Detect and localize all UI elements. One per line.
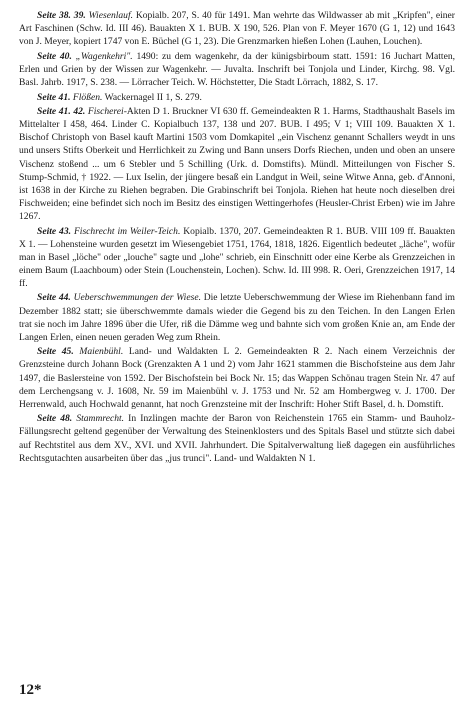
page-number: 12* [19, 682, 42, 698]
note-entry [19, 91, 455, 104]
page-reference: Seite 40. [37, 50, 72, 62]
note-entry [19, 9, 455, 48]
entry-heading: Wiesenlauf. [88, 10, 134, 21]
note-entry [19, 105, 455, 223]
page-reference: Seite 38. 39. [37, 10, 86, 21]
entry-text: Land- und Waldakten L 2. Gemeindeakten R 2. Nach einem Verzeichnis der Grenzsteine durch Johann Bock (Grenzakten A 1 und 2) vom Jahr 1621 stammen die Bischofsteine aus dem Jahr 1497, die Baslersteine von 1592. Der Bischofstein bei Bock Nr. 15; das Wappen Schönau tragen Stein Nr. 47 auf dem Lerchengsang v. J. 1608, Nr. 59 im Maienbühl v. J. 1753 und Nr. 52 am Hombergweg v. J. 1700. Der Herrenwald, auch Hochwald genannt, hat noch Grenzsteine mit der Inschrift: Hoher Stift Basel, d. h. Domstift. [19, 346, 455, 410]
entry-heading: Fischerei [87, 106, 124, 118]
entry-text: 1490: zu dem wagenkehr, da der künigsbirboum statt. 1591: 16 Juchart Matten, Erlen und Grien by der Wissen zur Wagenkehr. — Juvalta. Inschrift bei Tonjola und Linder, Kirchg. 98. Vgl. Basl. Jahrb. 1917, S. 238. — Lörracher Teich. W. Höchstetter, Die Stadt Lörrach, 1882, S. 17. [19, 50, 455, 88]
entry-heading: Fischrecht im Weiler-Teich. [73, 225, 181, 237]
entry-text: Kopialb. 207, S. 40 für 1491. Man wehrte das Wildwasser ab mit „Kripfen", einer Art Faschinen (Schw. Id. III 46). Bauakten X 1. BUB. X 190, 526. Plan von F. Meyer 1670 (G 1, 12) und 1643 von J. Meyer, kopiert 1747 von E. Büchel (G 1, 23). Die Grenzmarken hießen Lohen (Lauhen, Louchen). [19, 10, 455, 48]
entry-heading: Stammrecht. [76, 413, 125, 425]
entry-text: -Akten D 1. Bruckner VI 630 ff. Gemeindeakten R 1. Harms, Stadthaushalt Basels im Mittelalter I 458, 464. Linder C. Kopialbuch 137, 138 und 207. BUB. I 495; V 1; VIII 109. Bauakten X 1. Bischof Christoph von Basel kauft Martini 1503 vom Domkapitel „ein Vischenz genannt Schallers weydt in uns und unsers Stifts Oberkeit und Herrlichkeit zu Zwing und Bann unsers Dorfs Riechen, unden und oben an unsere Vischenz stoßend ... um 6 Stebler und 5 Schilling (Urk. d. Domstifts). Mündl. Mitteilungen von Fischer S. Stump-Schmid, † 1922. — Lux Iselin, der jüngere besaß ein Landgut in Weil, seine Witwe Anna, geb. d'Annoni, ist 1638 in der Kirche zu Riehen begraben. Die Grabinschrift bei Tonjola. Riehen hat heute noch dieselben drei Fischweiden; eine befindet sich noch im Besitz des einstigen Wettingerhofes (Heusler-Christ Erben) wie im Jahre 1267. [19, 106, 455, 222]
page-reference: Seite 44. [37, 292, 71, 304]
entry-heading: Flößen. [72, 91, 103, 103]
note-entry [19, 50, 455, 89]
page-reference: Seite 43. [37, 225, 72, 237]
note-entry [19, 225, 455, 290]
entry-text: Die letzte Ueberschwemmung der Wiese im Riehenbann fand im Dezember 1882 statt; sie überschwemmte damals wieder die Gegend bis zu den Teichen. In den Langen Erlen trat sie noch im Jahre 1896 über die Ufer, riß die Dämme weg und bahnte sich vom großen Knie an, am Ende der Langen Erlen, einen neuen geraden Weg zum Rhein. [19, 292, 455, 343]
entry-text: In Inzlingen machte der Baron von Reichenstein 1765 ein Stamm- und Bauholz-Fällungsrecht geltend gegenüber der Verwaltung des Steinenklosters und des Spitals Basel und stützte sich dabei auf Rechtstitel aus dem XV., XVI. und XVII. Jahrhundert. Die Spitalverwaltung ließ dagegen ein ausführliches Rechtsgutachten ausarbeiten über das „jus trunci". Land- und Waldakten N 1. [19, 413, 455, 464]
page-reference: Seite 48. [37, 413, 73, 425]
entry-text: Kopialb. 1370, 207. Gemeindeakten R 1. BUB. VIII 109 ff. Bauakten X 1. — Lohensteine wurden gesetzt im Wiesengebiet 1751, 1764, 1818, 1826. Eigentlich bedeutet „läche", wofür man in Basel „löche" oder „louche" sagte und „lohe" schrieb, ein Einschnitt oder eine Kerbe als Grenzzeichen in einem Baum (Laachboum) oder Stein (Louchenstein, Lochen). Schw. Id. III 998. R. Oeri, Grenzzeichen 1917, 14 ff. [19, 225, 455, 289]
entry-text: Wackernagel II 1, S. 279. [102, 91, 202, 103]
page-reference: Seite 45. [37, 346, 74, 358]
note-entry [19, 412, 455, 464]
page-reference: Seite 41. [37, 91, 71, 103]
note-entry [19, 291, 455, 343]
entry-heading: „Wagenkehri". [75, 50, 133, 62]
entry-heading: Maienbühl. [79, 346, 124, 358]
entry-heading: Ueberschwemmungen der Wiese. [73, 292, 201, 304]
page-reference: Seite 41. 42. [37, 106, 86, 118]
note-entry [19, 345, 455, 410]
